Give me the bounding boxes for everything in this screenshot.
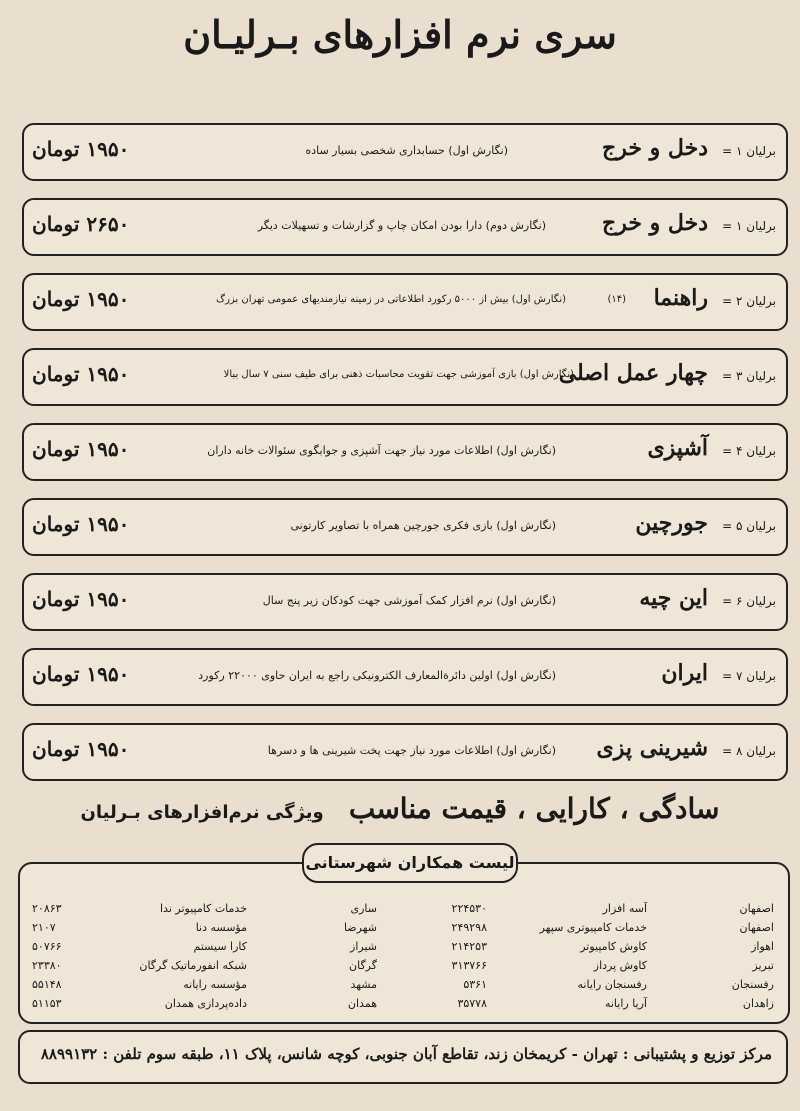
slogan-main: سادگی ، کارایی ، قیمت مناسب <box>348 792 720 825</box>
product-series: برلیان ۷ = <box>722 669 776 683</box>
product-description: (نگارش دوم) دارا بودن امکان چاپ و گزارشات و تسهیلات دیگر <box>257 219 546 232</box>
product-description: (نگارش اول) اطلاعات مورد نیاز جهت آشپزی و جوابگوی سئوالات خانه داران <box>207 444 556 457</box>
table-row <box>22 938 782 958</box>
partner-city: تبریز <box>752 959 774 972</box>
product-description: (نگارش اول) اطلاعات مورد نیاز جهت پخت شیرینی ها و دسرها <box>267 744 556 757</box>
partner-name: داده‌پردازی همدان <box>164 997 247 1010</box>
partner-name: کاوش کامپیوتر <box>580 940 647 953</box>
product-price: ۱۹۵۰ تومان <box>32 662 130 686</box>
partners-title: لیست همکاران شهرستانی <box>302 843 518 883</box>
partner-phone: ۲۱۰۷ <box>32 921 56 934</box>
product-name: دخل و خرج <box>602 210 708 236</box>
slogan <box>0 792 800 825</box>
product-name: جورچین <box>635 510 708 536</box>
partner-phone: ۲۲۴۵۳۰ <box>451 902 487 915</box>
product-name: راهنما <box>653 285 708 311</box>
table-row <box>22 957 782 977</box>
product-name: ایران <box>661 660 708 686</box>
product-price: ۱۹۵۰ تومان <box>32 287 130 311</box>
partner-city: اهواز <box>751 940 774 953</box>
partner-phone: ۲۳۳۸۰ <box>32 959 62 972</box>
product-description: (نگارش اول) حسابداری شخصی بسیار ساده <box>305 144 508 157</box>
product-name: آشپزی <box>647 435 708 461</box>
product-series: برلیان ۱ = <box>722 219 776 233</box>
partner-city: شیراز <box>350 940 377 953</box>
partner-city: مشهد <box>350 978 377 991</box>
product-series: برلیان ۱ = <box>722 144 776 158</box>
product-price: ۱۹۵۰ تومان <box>32 737 130 761</box>
product-price: ۲۶۵۰ تومان <box>32 212 130 236</box>
footer-address: مرکز توزیع و پشتیبانی : تهران - کریمخان زند، تقاطع آبان جنوبی، کوچه شانس، پلاک ۱۱، طبقه سوم تلفن : ۸۸۹۹۱۳۲ <box>40 1045 772 1063</box>
table-row <box>22 976 782 996</box>
product-price: ۱۹۵۰ تومان <box>32 587 130 611</box>
partner-name: مؤسسه دنا <box>195 921 247 934</box>
product-description: (نگارش اول) بازی فکری جورچین همراه با تصاویر کارتونی <box>290 519 556 532</box>
product-price: ۱۹۵۰ تومان <box>32 362 130 386</box>
product-name: شیرینی پزی <box>596 735 708 761</box>
partner-name: کارا سیستم <box>193 940 247 953</box>
table-row <box>22 900 782 920</box>
partner-name: مؤسسه رایانه <box>183 978 247 991</box>
partner-city: رفسنجان <box>731 978 774 991</box>
product-row <box>22 273 788 331</box>
product-series: برلیان ۵ = <box>722 519 776 533</box>
product-row <box>22 198 788 256</box>
partner-name: رفسنجان رایانه <box>577 978 647 991</box>
partner-name: خدمات کامپیوتر ندا <box>160 902 247 915</box>
partner-phone: ۵۵۱۴۸ <box>32 978 62 991</box>
partner-phone: ۵۳۶۱ <box>463 978 487 991</box>
partner-phone: ۲۰۸۶۳ <box>32 902 62 915</box>
product-series: برلیان ۶ = <box>722 594 776 608</box>
partner-name: آسه افزار <box>602 902 647 915</box>
product-note: (۱۴) <box>607 294 626 305</box>
table-row <box>22 995 782 1015</box>
partner-city: زاهدان <box>742 997 774 1010</box>
partner-phone: ۳۱۳۷۶۶ <box>451 959 487 972</box>
product-description: (نگارش اول) اولین دائرةالمعارف الکترونیکی راجع به ایران حاوی ۲۲۰۰۰ رکورد <box>198 669 556 682</box>
product-row <box>22 123 788 181</box>
partner-city: ساری <box>350 902 377 915</box>
product-series: برلیان ۸ = <box>722 744 776 758</box>
partner-city: اصفهان <box>739 902 774 915</box>
partner-name: خدمات کامپیوتری سپهر <box>539 921 647 934</box>
product-list <box>22 123 788 798</box>
product-price: ۱۹۵۰ تومان <box>32 512 130 536</box>
product-series: برلیان ۴ = <box>722 444 776 458</box>
partner-city: همدان <box>347 997 377 1010</box>
product-series: برلیان ۳ = <box>722 369 776 383</box>
table-row <box>22 919 782 939</box>
product-price: ۱۹۵۰ تومان <box>32 137 130 161</box>
partner-phone: ۲۱۴۲۵۳ <box>451 940 487 953</box>
partner-name: آریا رایانه <box>604 997 647 1010</box>
partner-phone: ۳۵۷۷۸ <box>457 997 487 1010</box>
footer-address-box <box>18 1030 788 1084</box>
product-name: چهار عمل اصلی <box>558 360 708 386</box>
slogan-sub: ویژگی نرم‌افزارهای بـرلیان <box>80 802 324 823</box>
product-row <box>22 498 788 556</box>
partner-name: کاوش پرداز <box>593 959 647 972</box>
partner-name: شبکه انفورماتیک گرگان <box>139 959 247 972</box>
partner-city: اصفهان <box>739 921 774 934</box>
product-row <box>22 648 788 706</box>
page-title: سری نرم افزارهای بـرلیـان <box>183 12 617 57</box>
product-description: (نگارش اول) بیش از ۵۰۰۰ رکورد اطلاعاتی در زمینه نیازمندیهای عمومی تهران بزرگ <box>216 294 566 305</box>
product-series: برلیان ۲ = <box>722 294 776 308</box>
partner-phone: ۵۱۱۵۳ <box>32 997 62 1010</box>
product-row <box>22 348 788 406</box>
product-name: دخل و خرج <box>602 135 708 161</box>
product-row <box>22 573 788 631</box>
product-description: (نگارش اول) بازی آموزشی جهت تقویت محاسبات ذهنی برای طیف سنی ۷ سال ببالا <box>223 369 574 380</box>
product-row <box>22 423 788 481</box>
partner-phone: ۲۴۹۲۹۸ <box>451 921 487 934</box>
product-row <box>22 723 788 781</box>
partner-city: گرگان <box>349 959 377 972</box>
product-description: (نگارش اول) نرم افزار کمک آموزشی جهت کودکان زیر پنج سال <box>262 594 556 607</box>
partner-city: شهرضا <box>343 921 377 934</box>
product-price: ۱۹۵۰ تومان <box>32 437 130 461</box>
partner-phone: ۵۰۷۶۶ <box>32 940 62 953</box>
product-name: این چیه <box>639 585 708 611</box>
